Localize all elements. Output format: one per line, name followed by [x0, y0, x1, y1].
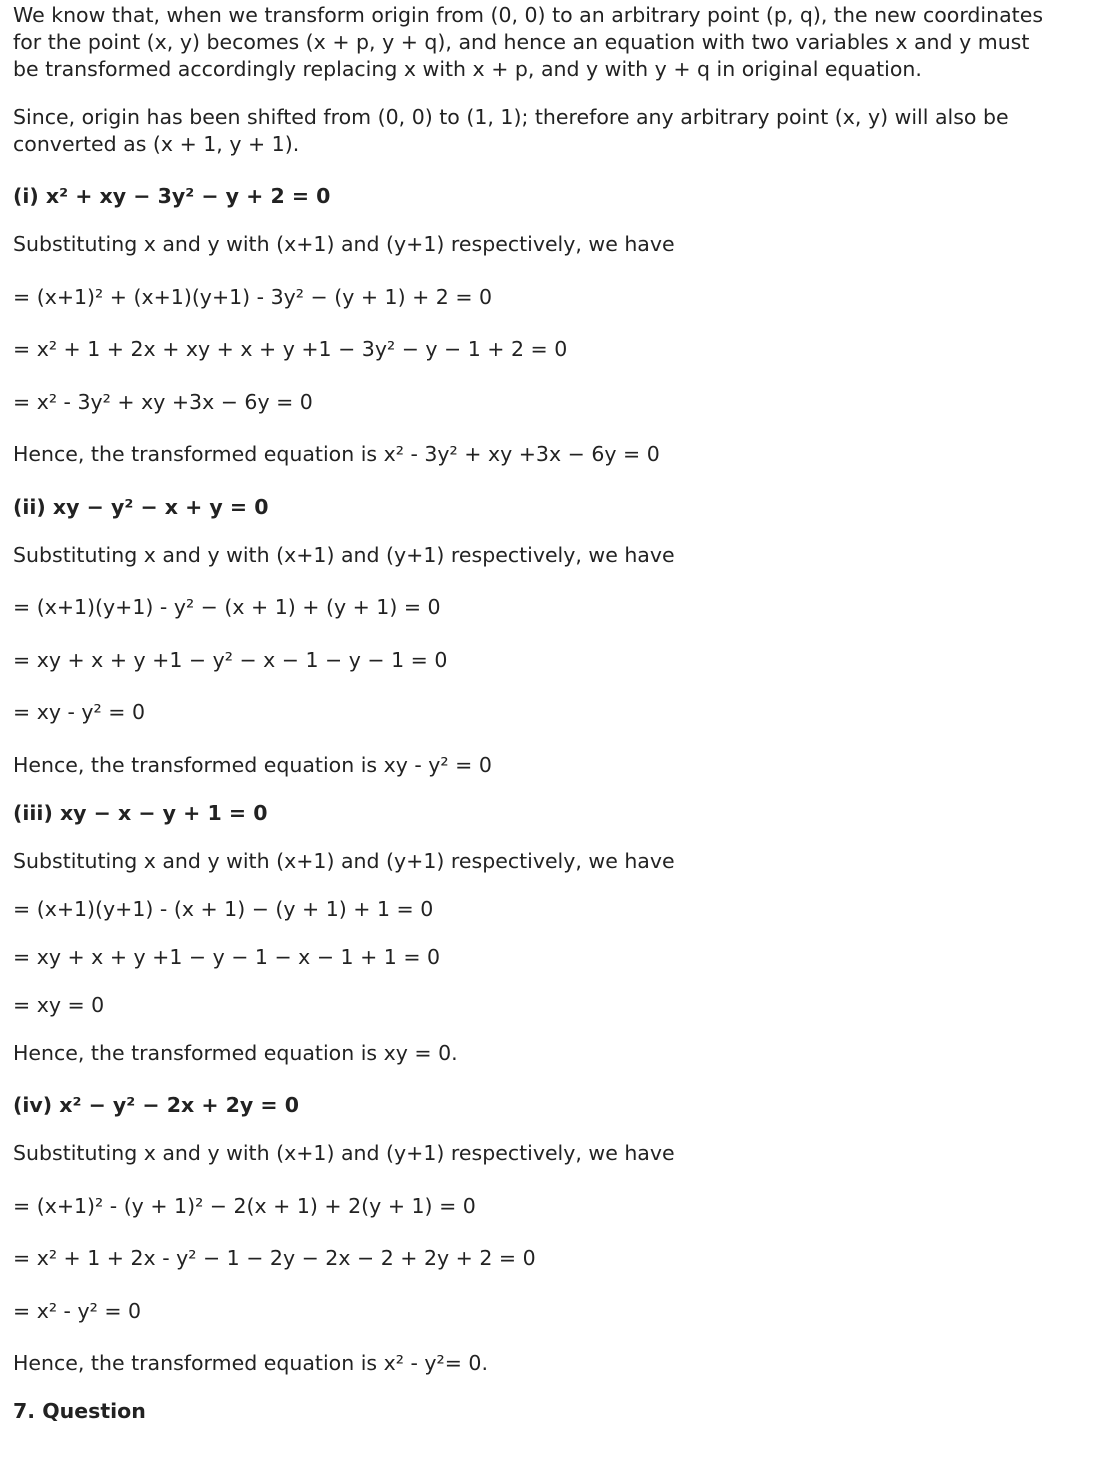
part-4-step-2: = x² + 1 + 2x - y² − 1 − 2y − 2x − 2 + 2y + 2 = 0 [13, 1246, 536, 1270]
part-4-substitution-note: Substituting x and y with (x+1) and (y+1) respectively, we have [13, 1141, 675, 1165]
part-1-step-2: = x² + 1 + 2x + xy + x + y +1 − 3y² − y − 1 + 2 = 0 [13, 337, 568, 361]
part-1-heading: (i) x² + xy − 3y² − y + 2 = 0 [13, 184, 331, 208]
part-2-result: Hence, the transformed equation is xy - y² = 0 [13, 753, 492, 777]
part-1-result: Hence, the transformed equation is x² - 3y² + xy +3x − 6y = 0 [13, 442, 660, 466]
part-2-heading: (ii) xy − y² − x + y = 0 [13, 495, 269, 519]
intro-line-1: We know that, when we transform origin from (0, 0) to an arbitrary point (p, q), the new coordinates [13, 3, 1043, 27]
shift-line-1: Since, origin has been shifted from (0, 0) to (1, 1); therefore any arbitrary point (x, y) will also be [13, 105, 1009, 129]
part-3-step-2: = xy + x + y +1 − y − 1 − x − 1 + 1 = 0 [13, 945, 441, 969]
part-1-substitution-note: Substituting x and y with (x+1) and (y+1) respectively, we have [13, 232, 675, 256]
part-4-step-1: = (x+1)² - (y + 1)² − 2(x + 1) + 2(y + 1) = 0 [13, 1194, 476, 1218]
part-2-step-3: = xy - y² = 0 [13, 700, 145, 724]
intro-line-2: for the point (x, y) becomes (x + p, y + q), and hence an equation with two variables x and y must [13, 30, 1030, 54]
part-3-result: Hence, the transformed equation is xy = 0. [13, 1041, 458, 1065]
intro-line-3: be transformed accordingly replacing x with x + p, and y with y + q in original equation. [13, 57, 922, 81]
part-2-substitution-note: Substituting x and y with (x+1) and (y+1) respectively, we have [13, 543, 675, 567]
part-1-step-1: = (x+1)² + (x+1)(y+1) - 3y² − (y + 1) + 2 = 0 [13, 285, 493, 309]
part-3-substitution-note: Substituting x and y with (x+1) and (y+1) respectively, we have [13, 849, 675, 873]
part-3-step-3: = xy = 0 [13, 993, 105, 1017]
part-4-heading: (iv) x² − y² − 2x + 2y = 0 [13, 1093, 299, 1117]
part-4-step-3: = x² - y² = 0 [13, 1299, 142, 1323]
next-question-heading: 7. Question [13, 1399, 146, 1423]
shift-line-2: converted as (x + 1, y + 1). [13, 132, 300, 156]
part-2-step-2: = xy + x + y +1 − y² − x − 1 − y − 1 = 0 [13, 648, 448, 672]
part-3-step-1: = (x+1)(y+1) - (x + 1) − (y + 1) + 1 = 0 [13, 897, 434, 921]
part-2-step-1: = (x+1)(y+1) - y² − (x + 1) + (y + 1) = 0 [13, 595, 441, 619]
part-1-step-3: = x² - 3y² + xy +3x − 6y = 0 [13, 390, 313, 414]
part-4-result: Hence, the transformed equation is x² - y²= 0. [13, 1351, 488, 1375]
part-3-heading: (iii) xy − x − y + 1 = 0 [13, 801, 268, 825]
